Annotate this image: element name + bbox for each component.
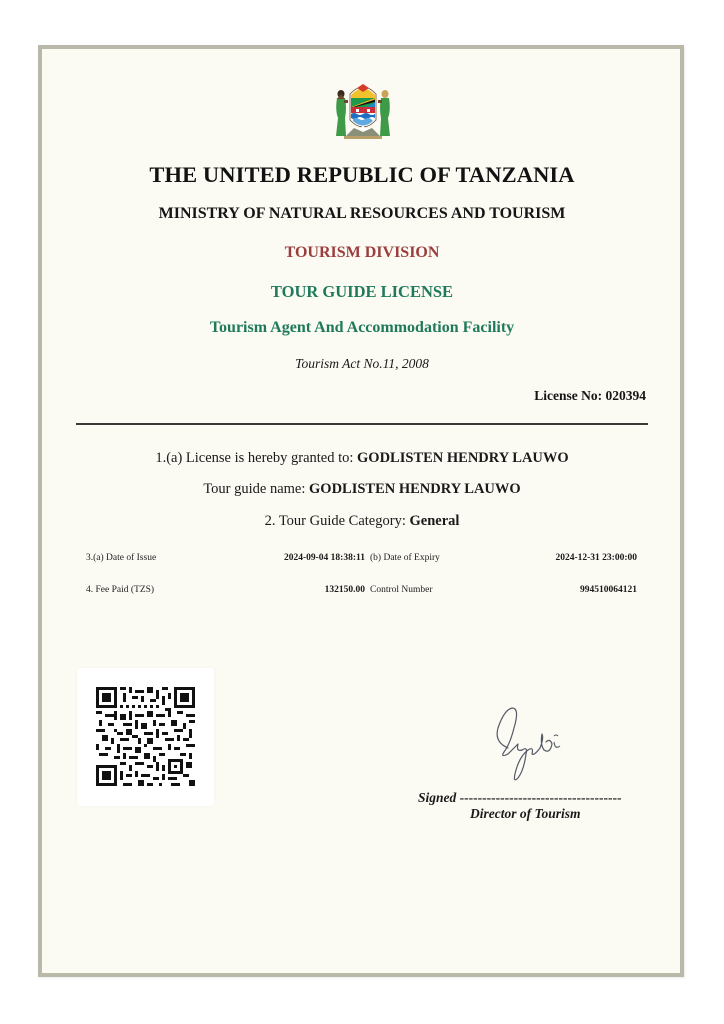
control-number-label: Control Number xyxy=(370,585,433,595)
qr-card xyxy=(77,668,214,806)
header-divider xyxy=(76,423,648,425)
expiry-date-label: (b) Date of Expiry xyxy=(370,553,440,563)
fee-value: 132150.00 xyxy=(324,585,365,595)
act-reference: Tourism Act No.11, 2008 xyxy=(295,356,429,371)
license-number xyxy=(534,388,646,404)
signature-mark xyxy=(488,698,568,788)
ministry-heading: MINISTRY OF NATURAL RESOURCES AND TOURISM xyxy=(158,205,566,222)
signatory-title: Director of Tourism xyxy=(470,806,581,821)
fee-label: 4. Fee Paid (TZS) xyxy=(86,585,155,595)
signed-label: Signed xyxy=(418,790,457,805)
issue-date-value: 2024-09-04 18:38:11 xyxy=(283,553,365,563)
coat-of-arms-icon xyxy=(332,80,394,144)
division-heading: TOURISM DIVISION xyxy=(284,244,440,261)
signed-line xyxy=(418,790,621,806)
control-number-value: 994510064121 xyxy=(580,585,637,595)
grantee-name: GODLISTEN HENDRY LAUWO xyxy=(357,450,569,466)
expiry-date-value: 2024-12-31 23:00:00 xyxy=(555,553,637,563)
guide-name-line xyxy=(0,481,724,498)
license-type-heading: TOUR GUIDE LICENSE xyxy=(270,282,454,301)
country-heading: THE UNITED REPUBLIC OF TANZANIA xyxy=(149,162,575,187)
category-line xyxy=(0,513,724,530)
signature-dashed-line: ------------------------------------ xyxy=(459,790,622,805)
facility-heading: Tourism Agent And Accommodation Facility xyxy=(209,319,515,336)
guide-name-label: Tour guide name: xyxy=(203,481,306,497)
issue-date-label: 3.(a) Date of Issue xyxy=(86,553,157,563)
qr-code-icon xyxy=(96,687,195,786)
category-label: 2. Tour Guide Category: xyxy=(264,513,406,529)
grant-statement xyxy=(0,450,724,467)
category-value: General xyxy=(409,513,460,529)
grant-label: 1.(a) License is hereby granted to: xyxy=(155,450,354,466)
license-number-label: License No: xyxy=(534,388,603,403)
license-number-value: 020394 xyxy=(605,388,646,403)
guide-name-value: GODLISTEN HENDRY LAUWO xyxy=(309,481,521,497)
